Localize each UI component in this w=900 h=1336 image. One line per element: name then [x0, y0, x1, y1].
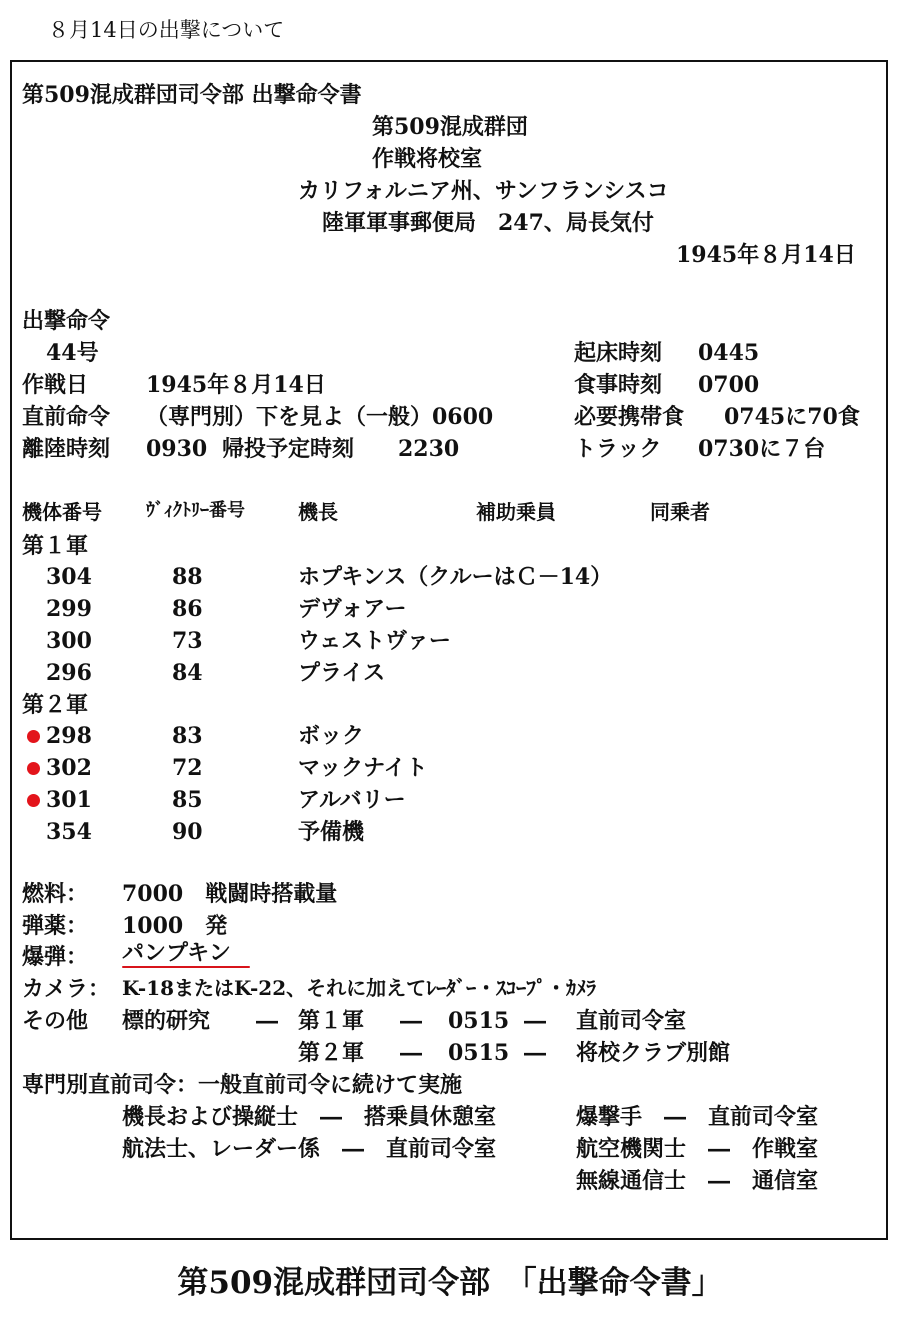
takeoff-label: 離陸時刻: [22, 436, 111, 462]
table-row-commander: デヴォアー: [298, 596, 407, 622]
group2-label: 第２軍: [22, 692, 89, 718]
special-row1-left: 機長および操縦士 ― 搭乗員休憩室: [122, 1104, 497, 1130]
section-title: 出撃命令: [22, 308, 111, 334]
col-commander: 機長: [298, 500, 338, 524]
ration-label: 必要携帯食: [574, 404, 685, 430]
bomb-value: パンプキン: [122, 940, 231, 966]
address-line-4: 陸軍軍事郵便局 247、局長気付: [322, 210, 654, 236]
table-row-victor: 88: [172, 564, 203, 590]
other-dash: ―: [256, 1008, 278, 1034]
other-time1: 0515: [448, 1008, 510, 1034]
other-dash: ―: [400, 1040, 422, 1066]
return-value: 2230: [398, 436, 460, 462]
table-row-commander: マックナイト: [298, 755, 428, 781]
order-date: 1945年８月14日: [676, 242, 856, 268]
other-dash: ―: [524, 1008, 546, 1034]
other-group1: 第１軍: [298, 1008, 365, 1034]
bomb-underline: [122, 966, 250, 968]
address-line-2: 作戦将校室: [372, 146, 483, 172]
ammo-value: 1000 発: [122, 913, 228, 939]
fuel-label: 燃料：: [22, 881, 89, 907]
group1-label: 第１軍: [22, 533, 89, 559]
other-group2: 第２軍: [298, 1040, 365, 1066]
operation-date-value: 1945年８月14日: [146, 372, 326, 398]
table-row-aircraft: 301: [46, 787, 92, 813]
other-study: 標的研究: [122, 1008, 211, 1034]
address-line-3: カリフォルニア州、サンフランシスコ: [298, 178, 669, 204]
table-row-victor: 73: [172, 628, 203, 654]
document-caption: ８月14日の出撃について: [48, 18, 285, 42]
return-label: 帰投予定時刻: [222, 436, 355, 462]
special-row1-right: 爆撃手 ― 直前司令室: [576, 1104, 819, 1130]
other-dash: ―: [524, 1040, 546, 1066]
table-row-aircraft: 298: [46, 723, 92, 749]
red-marker-icon: [27, 730, 40, 743]
red-marker-icon: [27, 794, 40, 807]
wakeup-label: 起床時刻: [574, 340, 663, 366]
table-row-aircraft: 299: [46, 596, 92, 622]
table-row-aircraft: 304: [46, 564, 92, 590]
figure-caption: 第509混成群団司令部 「出撃命令書」: [177, 1265, 723, 1301]
col-victor-no: ｳﾞｨｸﾄﾘｰ番号: [146, 500, 245, 521]
col-aux-crew: 補助乗員: [476, 500, 556, 524]
table-row-victor: 84: [172, 660, 203, 686]
special-row2-left: 航法士、レーダー係 ― 直前司令室: [122, 1136, 497, 1162]
meal-label: 食事時刻: [574, 372, 663, 398]
special-label: 専門別直前司令：一般直前司令に続けて実施: [22, 1072, 463, 1098]
table-row-aircraft: 300: [46, 628, 92, 654]
col-passenger: 同乗者: [650, 500, 710, 524]
ration-value: 0745に70食: [724, 404, 860, 430]
camera-value: K-18またはK-22、それに加えてﾚｰﾀﾞｰ・ｽｺｰﾌﾟ・ｶﾒﾗ: [122, 976, 597, 1000]
table-row-aircraft: 302: [46, 755, 92, 781]
table-row-victor: 72: [172, 755, 203, 781]
truck-value: 0730に７台: [698, 436, 826, 462]
table-row-commander: ボック: [298, 723, 365, 749]
meal-value: 0700: [698, 372, 760, 398]
other-room2: 将校クラブ別館: [576, 1040, 731, 1066]
fuel-value: 7000 戦闘時搭載量: [122, 881, 338, 907]
camera-label: カメラ：: [22, 976, 111, 1002]
ammo-label: 弾薬：: [22, 913, 89, 939]
other-time2: 0515: [448, 1040, 510, 1066]
table-row-aircraft: 354: [46, 819, 92, 845]
special-row3-right: 無線通信士 ― 通信室: [576, 1168, 819, 1194]
table-row-commander: 予備機: [298, 819, 365, 845]
takeoff-value: 0930: [146, 436, 208, 462]
operation-date-label: 作戦日: [22, 372, 89, 398]
table-row-commander: アルバリー: [298, 787, 406, 813]
order-heading: 第509混成群団司令部 出撃命令書: [22, 82, 362, 108]
table-row-commander: プライス: [298, 660, 386, 686]
table-row-victor: 90: [172, 819, 203, 845]
address-line-1: 第509混成群団: [372, 114, 528, 140]
red-marker-icon: [27, 762, 40, 775]
briefing-label: 直前命令: [22, 404, 111, 430]
briefing-value: （専門別）下を見よ（一般）0600: [146, 404, 494, 430]
table-row-commander: ホプキンス（クルーはＣ－14）: [298, 564, 613, 590]
col-aircraft-no: 機体番号: [22, 500, 102, 524]
table-row-victor: 85: [172, 787, 203, 813]
table-row-commander: ウェストヴァー: [298, 628, 451, 654]
other-dash: ―: [400, 1008, 422, 1034]
table-row-victor: 86: [172, 596, 203, 622]
special-row2-right: 航空機関士 ― 作戦室: [576, 1136, 819, 1162]
table-row-victor: 83: [172, 723, 203, 749]
other-label: その他: [22, 1008, 89, 1034]
wakeup-value: 0445: [698, 340, 760, 366]
truck-label: トラック: [574, 436, 662, 462]
other-room1: 直前司令室: [576, 1008, 687, 1034]
bomb-label: 爆弾：: [22, 944, 89, 970]
order-number: 44号: [46, 340, 99, 366]
table-row-aircraft: 296: [46, 660, 92, 686]
